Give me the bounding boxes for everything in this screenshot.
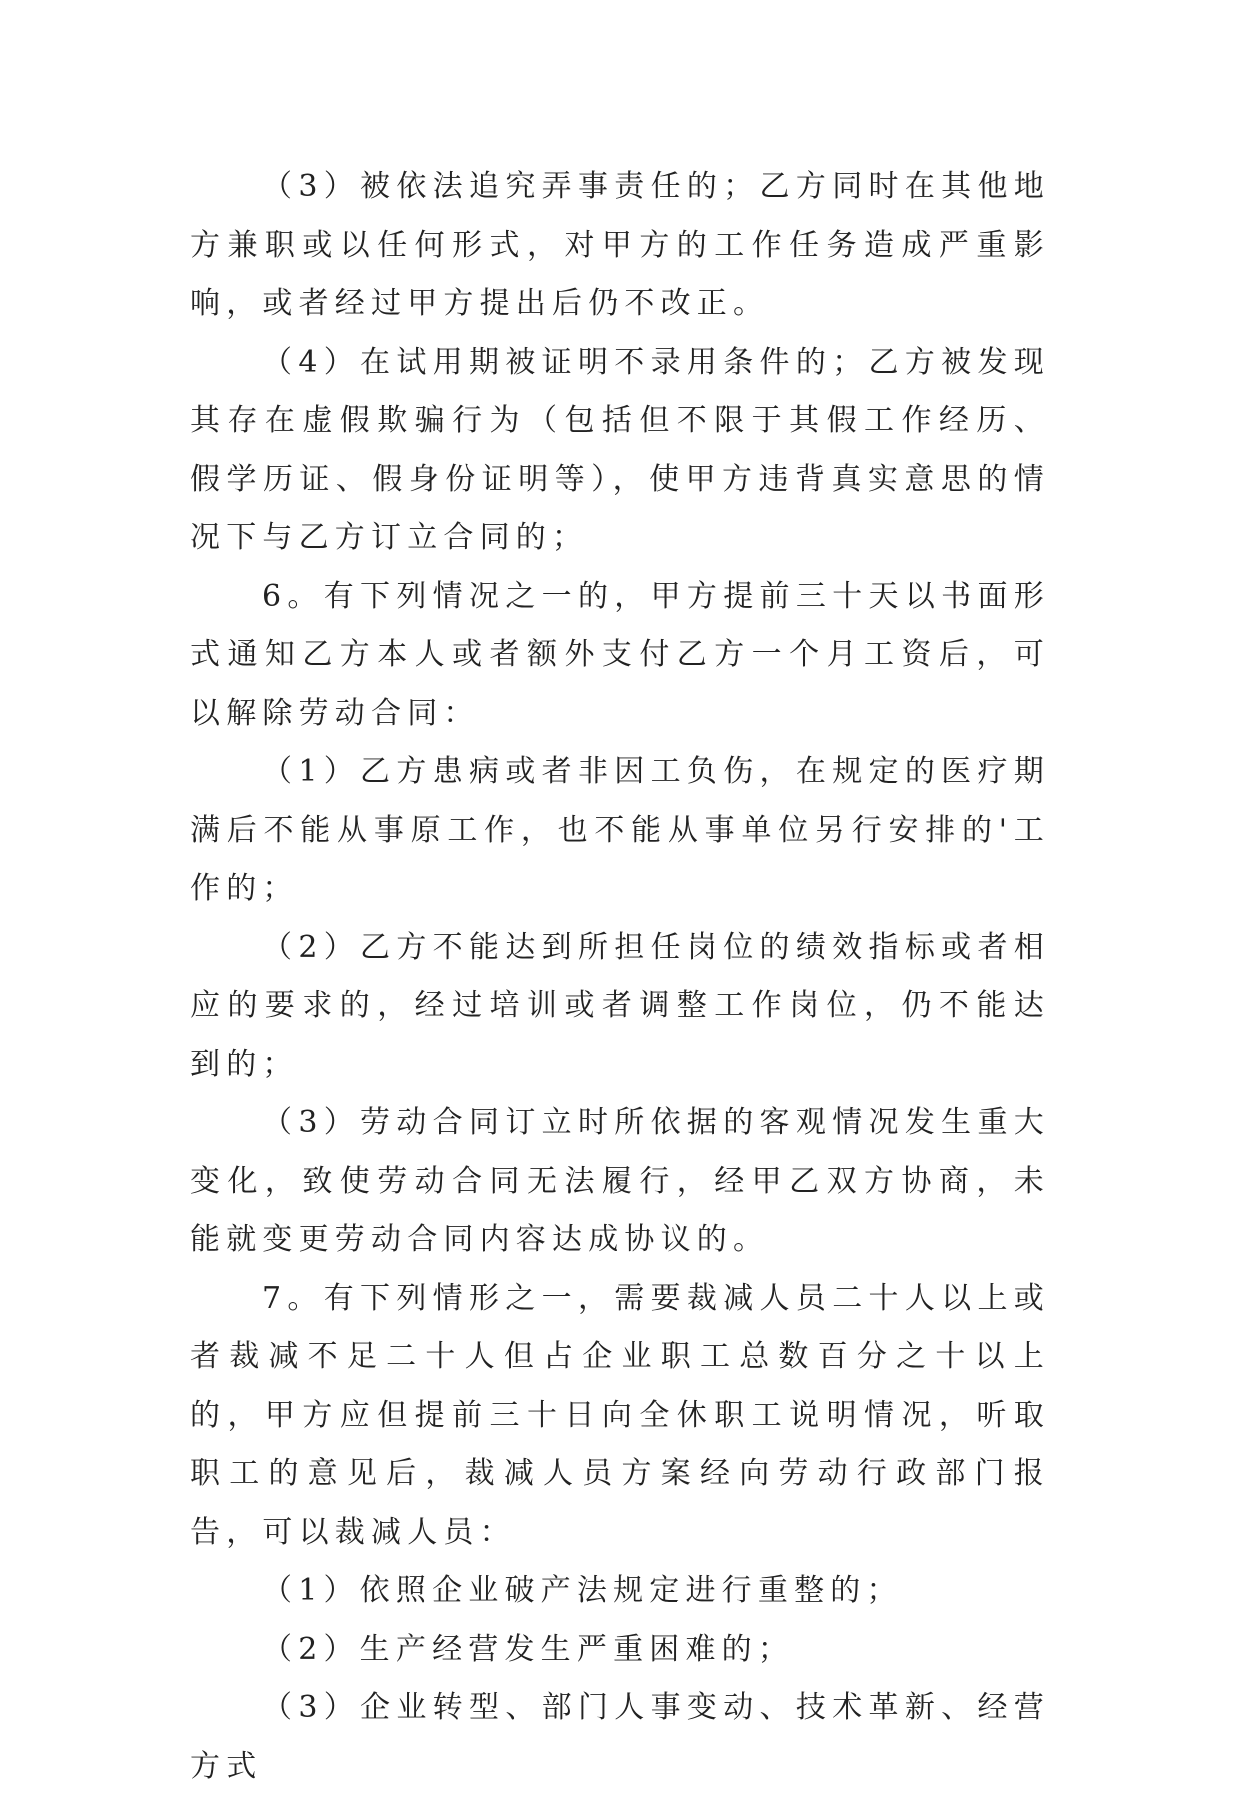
paragraph-7-layoffs: 7。有下列情形之一，需要裁减人员二十人以上或者裁减不足二十人但占企业职工总数百分之十以上的，甲方应但提前三十日向全休职工说明情况，听取职工的意见后，裁减人员方案经向劳动行政部门报告，可以裁减人员：: [190, 1280, 1050, 1550]
paragraph-7-2-difficulty: （2）生产经营发生严重困难的；: [262, 1631, 795, 1667]
paragraph-6-3-circumstances: （3）劳动合同订立时所依据的客观情况发生重大变化，致使劳动合同无法履行，经甲乙双方协商，未能就变更劳动合同内容达成协议的。: [190, 1105, 1050, 1257]
paragraph-7-3-transformation: （3）企业转型、部门人事变动、技术革新、经营方式: [190, 1690, 1050, 1784]
paragraph-6-notice-termination: 6。有下列情况之一的，甲方提前三十天以书面形式通知乙方本人或者额外支付乙方一个月工资后，可以解除劳动合同：: [190, 578, 1050, 731]
document-body: [190, 158, 1050, 1796]
paragraph-7-1-bankruptcy: （1）依照企业破产法规定进行重整的；: [262, 1573, 903, 1608]
paragraph-6-1-illness: （1）乙方患病或者非因工负伤，在规定的医疗期满后不能从事原工作，也不能从事单位另行安排的'工作的；: [190, 754, 1050, 906]
paragraph-3-prosecution: （3）被依法追究弄事责任的；乙方同时在其他地方兼职或以任何形式，对甲方的工作任务造成严重影响，或者经过甲方提出后仍不改正。: [190, 169, 1050, 321]
paragraph-4-probation: （4）在试用期被证明不录用条件的；乙方被发现其存在虚假欺骗行为（包括但不限于其假工作经历、假学历证、假身份证明等），使甲方违背真实意思的情况下与乙方订立合同的；: [190, 344, 1050, 555]
paragraph-6-2-performance: （2）乙方不能达到所担任岗位的绩效指标或者相应的要求的，经过培训或者调整工作岗位，仍不能达到的；: [190, 929, 1050, 1082]
